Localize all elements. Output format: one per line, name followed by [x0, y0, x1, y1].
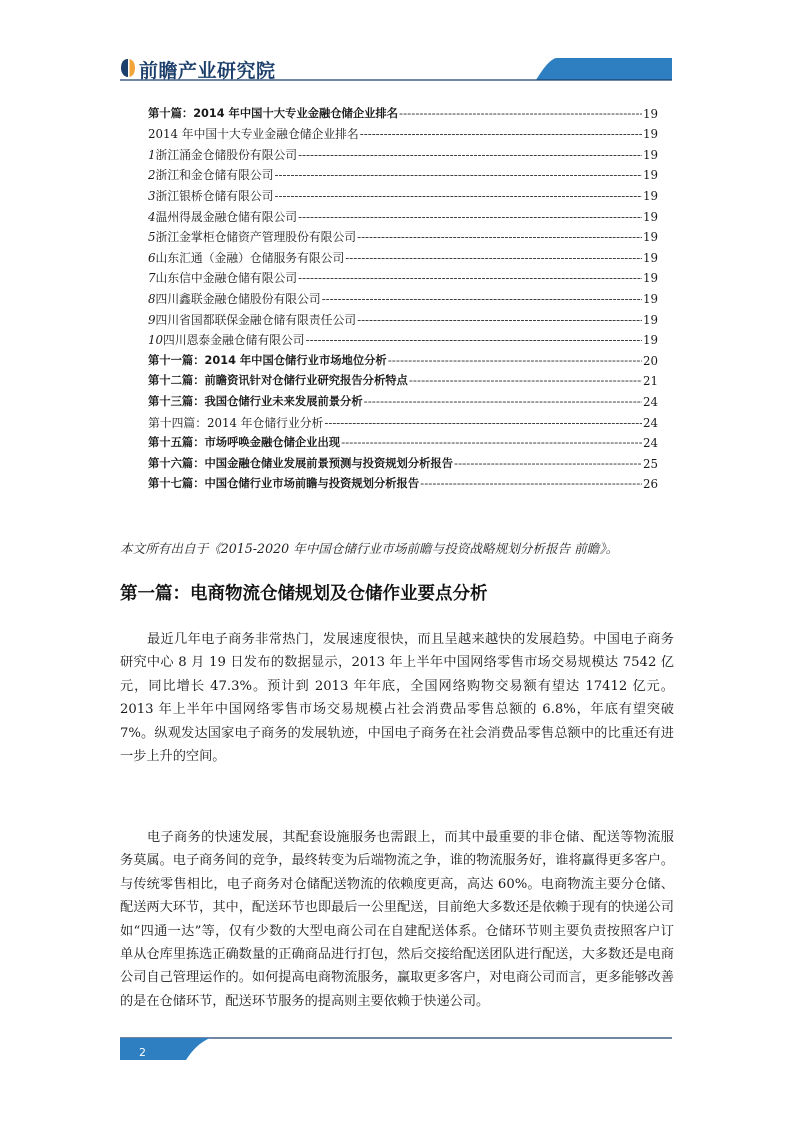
- toc-entry-page: 19: [642, 127, 658, 142]
- toc-leader: [409, 374, 642, 388]
- toc-entry-label: 第十七篇：中国仓储行业市场前瞻与投资规划分析报告: [148, 477, 420, 491]
- toc-entry-number: 1: [148, 147, 156, 162]
- toc-entry[interactable]: [148, 285, 658, 306]
- toc-entry-label: 第十篇：2014 年中国十大专业金融仓储企业排名: [148, 106, 399, 120]
- brand-name: 前瞻产业研究院: [139, 60, 276, 82]
- toc-entry[interactable]: [148, 368, 658, 389]
- toc-entry-label: 浙江金掌柜仓储资产管理股份有限公司: [155, 230, 357, 245]
- toc-entry[interactable]: [148, 203, 658, 224]
- toc-leader: [357, 313, 642, 327]
- toc-entry-number: 10: [148, 333, 164, 348]
- toc-entry-label: 浙江涌金仓储股份有限公司: [155, 147, 298, 162]
- toc-leader: [306, 333, 642, 347]
- toc-leader: [345, 251, 642, 265]
- footer-band: [0, 1030, 794, 1070]
- toc-entry[interactable]: [148, 121, 658, 142]
- toc-entry[interactable]: [148, 141, 658, 162]
- toc-entry-page: 25: [642, 456, 658, 471]
- toc-leader: [322, 292, 642, 306]
- toc-leader: [360, 127, 642, 141]
- toc-leader: [399, 107, 642, 121]
- toc-leader: [454, 457, 642, 471]
- toc-entry-label: 温州得晟金融仓储有限公司: [155, 209, 298, 224]
- toc-leader: [420, 477, 642, 491]
- toc-entry[interactable]: [148, 182, 658, 203]
- toc-entry-label: 第十五篇：市场呼唤金融仓储企业出现: [148, 436, 341, 450]
- toc-entry[interactable]: [148, 450, 658, 471]
- source-note: 本文所有出自于《2015-2020 年中国仓储行业市场前瞻与投资战略规划分析报告 前瞻》。: [120, 541, 619, 556]
- toc-entry-page: 19: [642, 209, 658, 224]
- toc-leader: [357, 230, 642, 244]
- toc-entry[interactable]: [148, 327, 658, 348]
- toc-leader: [298, 210, 642, 224]
- toc-entry-number: 5: [148, 230, 156, 245]
- toc-leader: [298, 148, 642, 162]
- page-number: 2: [139, 1046, 146, 1059]
- toc-leader: [324, 416, 642, 430]
- toc-entry-number: 4: [148, 209, 156, 224]
- toc-leader: [364, 395, 642, 409]
- toc-entry-label: 第十六篇：中国金融仓储业发展前景预测与投资规划分析报告: [148, 456, 454, 470]
- toc-entry[interactable]: [148, 100, 658, 121]
- toc-entry[interactable]: [148, 409, 658, 430]
- toc-entry-number: 9: [148, 312, 156, 327]
- toc-entry-page: 26: [642, 477, 658, 492]
- body-paragraph: 最近几年电子商务非常热门，发展速度很快，而且呈越来越快的发展趋势。中国电子商务研究中心 8 月 19 日发布的数据显示，2013 年上半年中国网络零售市场交易规模达 7542 亿元，同比增长 47.3%。预计到 2013 年年底，全国网络购物交易额有望达 17412 亿元。2013 年上半年中国网络零售市场交易规模占社会消费品零售总额的 6.8%，年底有望突破 7%。纵观发达国家电子商务的发展轨迹，中国电子商务在社会消费品零售总额中的比重还有进一步上升的空间。: [120, 632, 674, 765]
- toc-entry-page: 19: [642, 147, 658, 162]
- toc-leader: [275, 189, 642, 203]
- brand-logo-icon: [120, 58, 136, 78]
- toc-entry[interactable]: [148, 162, 658, 183]
- toc-entry-label: 第十四篇：2014 年仓储行业分析: [148, 415, 324, 430]
- toc-entry-label: 山东汇通（金融）仓储服务有限公司: [155, 250, 345, 265]
- section-title: 第一篇：电商物流仓储规划及仓储作业要点分析: [120, 584, 488, 604]
- table-of-contents: [148, 100, 658, 491]
- toc-entry[interactable]: [148, 430, 658, 451]
- toc-leader: [341, 436, 642, 450]
- toc-entry-label: 四川鑫联金融仓储股份有限公司: [155, 291, 321, 306]
- toc-entry[interactable]: [148, 471, 658, 492]
- toc-entry-label: 第十一篇：2014 年中国仓储行业市场地位分析: [148, 353, 387, 367]
- toc-entry-page: 19: [642, 106, 658, 121]
- toc-entry-page: 19: [642, 168, 658, 183]
- toc-leader: [388, 354, 642, 368]
- toc-entry-page: 19: [642, 230, 658, 245]
- toc-entry[interactable]: [148, 306, 658, 327]
- toc-entry[interactable]: [148, 265, 658, 286]
- toc-entry-label: 第十二篇：前瞻资讯针对仓储行业研究报告分析特点: [148, 374, 408, 388]
- toc-leader: [298, 271, 642, 285]
- toc-entry-page: 19: [642, 271, 658, 286]
- toc-entry-number: 8: [148, 291, 156, 306]
- toc-entry-page: 19: [642, 312, 658, 327]
- toc-entry-number: 6: [148, 250, 156, 265]
- toc-entry-label: 浙江和金仓储有限公司: [155, 168, 274, 183]
- toc-entry[interactable]: [148, 388, 658, 409]
- toc-entry[interactable]: [148, 347, 658, 368]
- toc-entry-number: 2: [148, 168, 156, 183]
- toc-entry-page: 24: [642, 436, 658, 451]
- toc-entry-number: 3: [148, 188, 156, 203]
- toc-leader: [275, 168, 642, 182]
- toc-entry-label: 2014 年中国十大专业金融仓储企业排名: [148, 127, 359, 142]
- toc-entry[interactable]: [148, 244, 658, 265]
- toc-entry-page: 19: [642, 333, 658, 348]
- toc-entry-label: 浙江银桥仓储有限公司: [155, 188, 274, 203]
- toc-entry-page: 19: [642, 188, 658, 203]
- toc-entry-label: 四川恩泰金融仓储有限公司: [163, 333, 305, 348]
- body-paragraph: 电子商务的快速发展，其配套设施服务也需跟上，而其中最重要的非仓储、配送等物流服务莫属。电子商务间的竞争，最终转变为后端物流之争，谁的物流服务好，谁将赢得更多客户。与传统零售相比，电子商务对仓储配送物流的依赖度更高，高达 60%。电商物流主要分仓储、配送两大环节，其中，配送环节也即最后一公里配送，目前绝大多数还是依赖于现有的快递公司如“四通一达”等，仅有少数的大型电商公司在自建配送体系。仓储环节则主要负责按照客户订单从仓库里拣选正确数量的正确商品进行打包，然后交接给配送团队进行配送，大多数还是电商公司自己管理运作的。如何提高电商物流服务，赢取更多客户，对电商公司而言，更多能够改善的是在仓储环节，配送环节服务的提高则主要依赖于快递公司。: [120, 830, 674, 1009]
- toc-entry-page: 21: [642, 374, 658, 389]
- toc-entry-label: 山东信中金融仓储有限公司: [155, 271, 298, 286]
- toc-entry-page: 19: [642, 291, 658, 306]
- toc-entry-page: 24: [642, 394, 658, 409]
- toc-entry-label: 四川省国都联保金融仓储有限责任公司: [155, 312, 357, 327]
- toc-entry-page: 24: [642, 415, 658, 430]
- toc-entry-page: 20: [642, 353, 658, 368]
- toc-entry-number: 7: [148, 271, 156, 286]
- toc-entry-page: 19: [642, 250, 658, 265]
- page-header: [0, 0, 794, 82]
- toc-entry[interactable]: [148, 224, 658, 245]
- toc-entry-label: 第十三篇：我国仓储行业未来发展前景分析: [148, 394, 363, 408]
